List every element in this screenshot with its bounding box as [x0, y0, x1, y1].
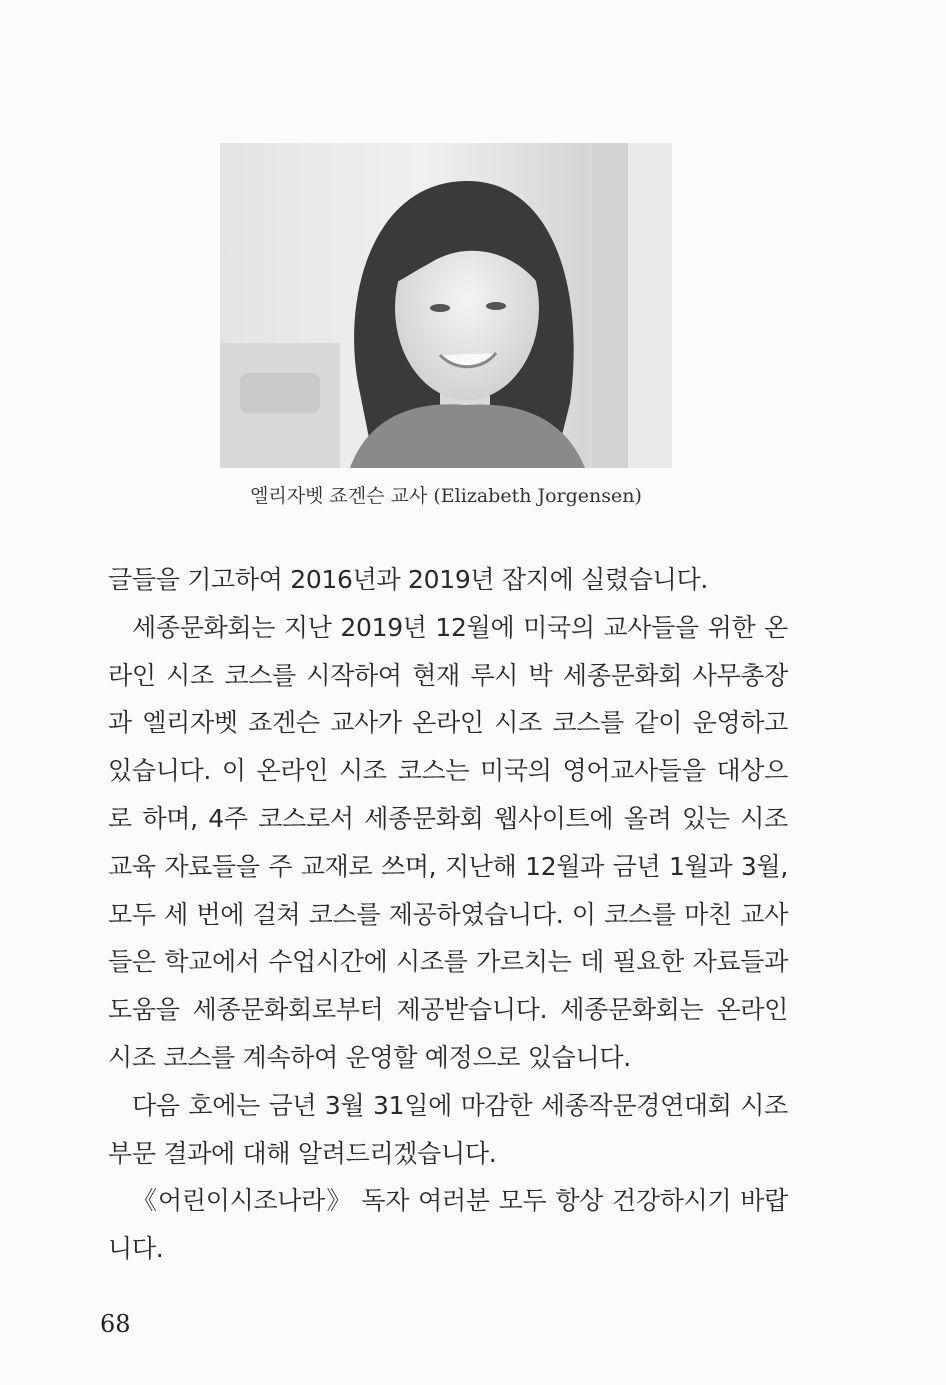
paragraph-3: 다음 호에는 금년 3월 31일에 마감한 세종작문경연대회 시조 부문 결과에 대해 알려드리겠습니다. [108, 1090, 788, 1168]
paragraph-4: 《어린이시조나라》 독자 여러분 모두 항상 건강하시기 바랍니다. [108, 1186, 788, 1264]
portrait-photo [220, 143, 672, 468]
photo-caption: 엘리자벳 죠겐슨 교사 (Elizabeth Jorgensen) [250, 485, 642, 507]
page-number: 68 [100, 1310, 131, 1338]
body-text [108, 556, 788, 1273]
paragraph-1: 글들을 기고하여 2016년과 2019년 잡지에 실렸습니다. [108, 565, 709, 594]
portrait-photo-icon [220, 143, 672, 468]
paragraph-2: 세종문화회는 지난 2019년 12월에 미국의 교사들을 위한 온라인 시조 코스를 시작하여 현재 루시 박 세종문화회 사무총장과 엘리자벳 죠겐슨 교사가 온라인 시조 코스를 같이 운영하고 있습니다. 이 온라인 시조 코스는 미국의 영어교사들을 대상으로 하며, 4주 코스로서 세종문화회 웹사이트에 올려 있는 시조 교육 자료들을 주 교재로 쓰며, 지난해 12월과 금년 1월과 3월, 모두 세 번에 걸쳐 코스를 제공하였습니다. 이 코스를 마친 교사들은 학교에서 수업시간에 시조를 가르치는 데 필요한 자료들과 도움을 세종문화회로부터 제공받습니다. 세종문화회는 온라인 시조 코스를 계속하여 운영할 예정으로 있습니다. [108, 612, 788, 1072]
